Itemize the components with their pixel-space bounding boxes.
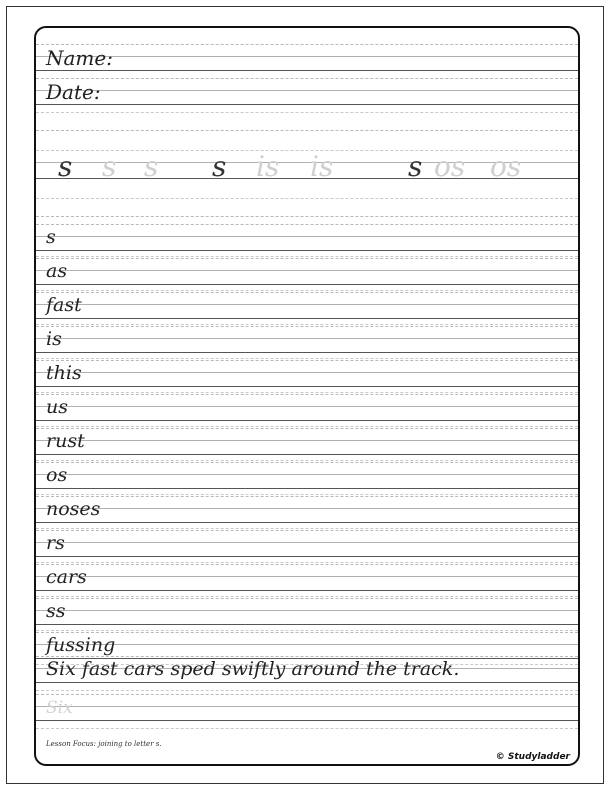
- practice-word: cars: [46, 566, 87, 588]
- model-letter: s: [58, 150, 73, 183]
- practice-word: as: [46, 260, 68, 282]
- practice-word: this: [46, 362, 82, 384]
- practice-word: rust: [46, 430, 85, 452]
- trace-word: is: [256, 150, 280, 183]
- model-sentence: Six fast cars sped swiftly around the track.: [46, 658, 460, 680]
- sentence-row: [36, 654, 578, 688]
- practice-word: rs: [46, 532, 65, 554]
- date-row: [36, 74, 578, 108]
- worksheet: [34, 26, 580, 766]
- trace-word: os: [434, 150, 466, 183]
- practice-word: os: [46, 464, 68, 486]
- practice-word: us: [46, 396, 68, 418]
- practice-row: [36, 562, 578, 596]
- practice-word: s: [46, 226, 56, 248]
- practice-row: [36, 358, 578, 392]
- practice-row: [36, 222, 578, 256]
- trace-letter: s: [144, 150, 159, 183]
- date-label: Date:: [46, 80, 101, 104]
- brand-logo: © Studyladder: [495, 752, 570, 762]
- practice-row: [36, 290, 578, 324]
- name-label: Name:: [46, 46, 113, 70]
- practice-row: [36, 494, 578, 528]
- practice-word: fussing: [46, 634, 116, 656]
- name-row: [36, 40, 578, 74]
- practice-row: [36, 596, 578, 630]
- practice-row: [36, 426, 578, 460]
- trace-word: os: [490, 150, 522, 183]
- practice-row: [36, 392, 578, 426]
- practice-row: [36, 256, 578, 290]
- practice-row: [36, 460, 578, 494]
- model-row: [36, 124, 578, 216]
- model-letter: s: [212, 150, 227, 183]
- practice-word: fast: [46, 294, 82, 316]
- trace-letter: s: [102, 150, 117, 183]
- practice-word: is: [46, 328, 62, 350]
- sentence-trace-row: [36, 692, 578, 726]
- lesson-focus: Lesson Focus: joining to letter s.: [46, 740, 162, 748]
- practice-word: noses: [46, 498, 101, 520]
- practice-row: [36, 324, 578, 358]
- trace-word: is: [310, 150, 334, 183]
- practice-word: ss: [46, 600, 66, 622]
- model-letter: s: [408, 150, 423, 183]
- trace-sentence-start: Six: [46, 698, 73, 718]
- practice-row: [36, 528, 578, 562]
